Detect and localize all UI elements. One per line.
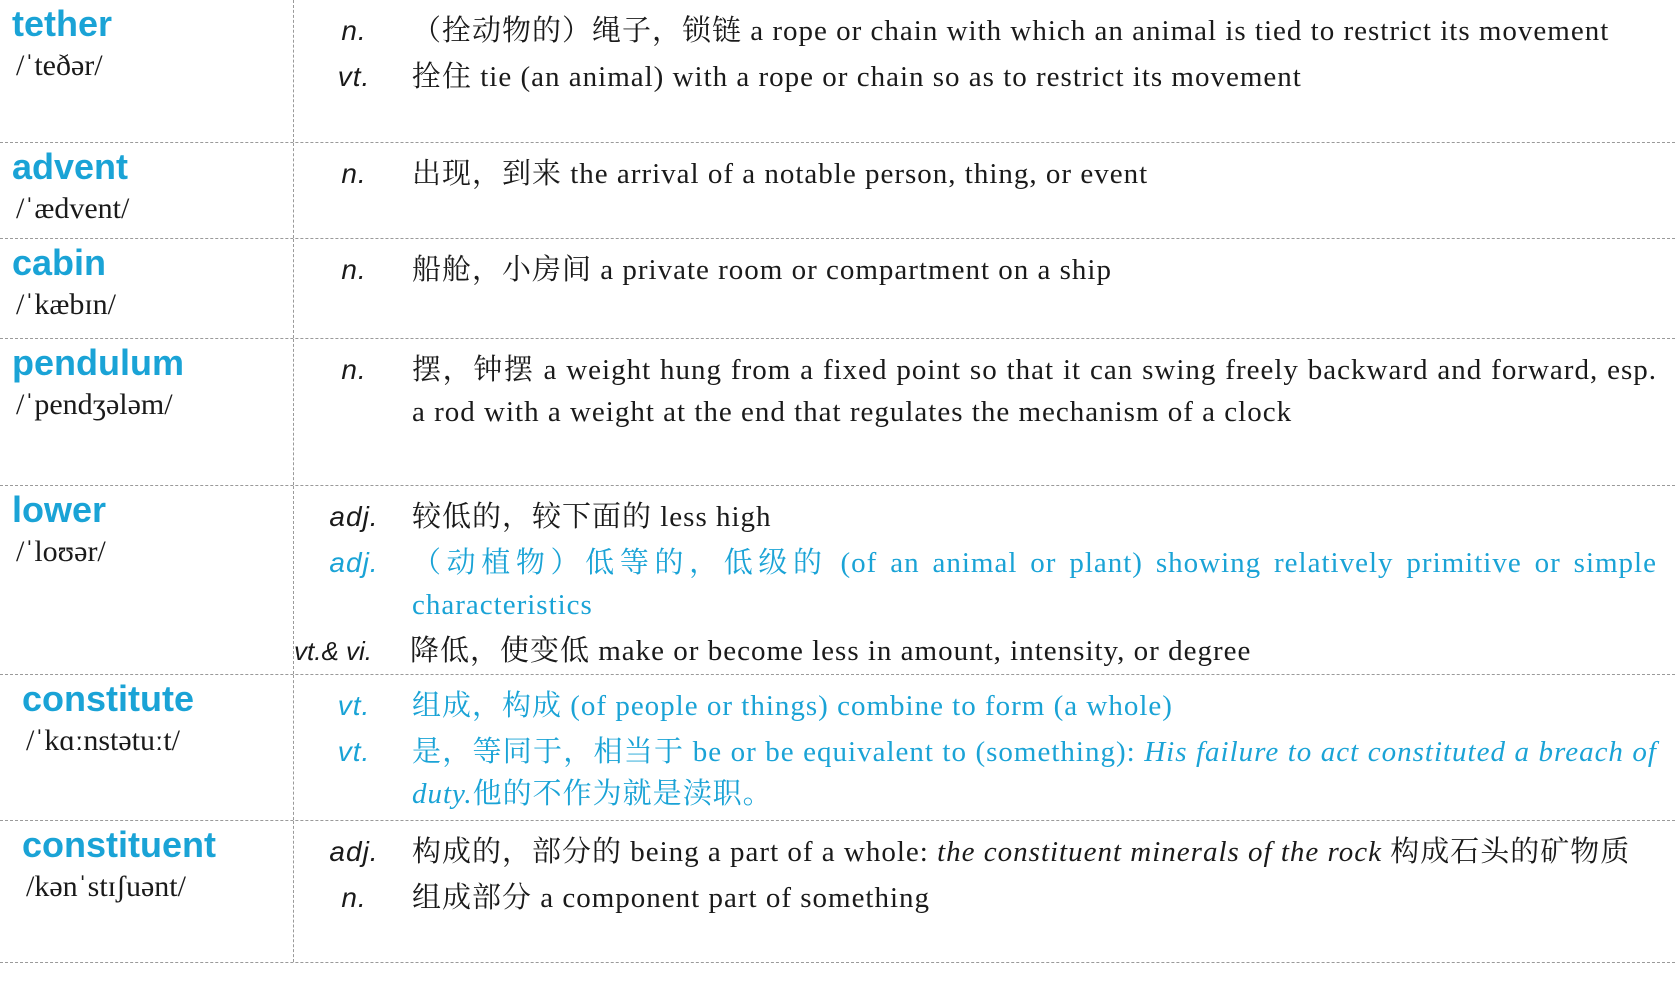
sense	[296, 153, 1675, 195]
headword: lower	[12, 489, 107, 530]
part-of-speech: adj.	[329, 836, 379, 867]
sense-list	[296, 249, 1675, 295]
sense-highlighted	[296, 542, 1675, 626]
definition-text: 构成的，部分的 being a part of a whole:	[412, 836, 938, 868]
definition: 拴住 tie (an animal) with a rope or chain so as to restrict its movement	[412, 61, 1302, 93]
sense	[296, 831, 1675, 873]
sense-list	[296, 496, 1675, 676]
entry-lower	[0, 486, 1675, 675]
part-of-speech: n.	[341, 254, 367, 285]
definition	[412, 831, 1675, 873]
entry-tether	[0, 0, 1675, 143]
headword: constitute	[22, 678, 195, 719]
headword: advent	[12, 146, 129, 187]
phonetic: /ˈpendʒələm/	[16, 388, 173, 421]
headword: constituent	[22, 824, 216, 865]
sense-list	[296, 10, 1675, 102]
definition: （拴动物的）绳子，锁链 a rope or chain with which an animal is tied to restrict its movement	[412, 15, 1610, 47]
definition: 降低，使变低 make or become less in amount, intensity, or degree	[410, 635, 1252, 667]
definition: 船舱，小房间 a private room or compartment on a ship	[412, 254, 1112, 286]
sense	[296, 496, 1675, 538]
phonetic: /ˈteðər/	[16, 49, 103, 82]
headword: pendulum	[12, 342, 184, 383]
sense	[296, 249, 1675, 291]
part-of-speech: vt.	[337, 736, 371, 767]
part-of-speech: n.	[341, 15, 367, 46]
part-of-speech: vt.& vi.	[294, 636, 373, 666]
definition: 出现，到来 the arrival of a notable person, thing, or event	[412, 158, 1149, 190]
sense	[296, 349, 1675, 433]
sense-list	[296, 349, 1675, 437]
part-of-speech: vt.	[337, 61, 371, 92]
entry-advent	[0, 143, 1675, 239]
sense-list	[296, 153, 1675, 199]
example-sentence: His failure to act constituted a breach of duty.	[412, 736, 1657, 810]
sense	[296, 56, 1675, 98]
headword: cabin	[12, 242, 107, 283]
definition: 组成部分 a component part of something	[412, 882, 931, 914]
entry-cabin	[0, 239, 1675, 339]
headword: tether	[12, 3, 113, 44]
phonetic: /ˈkɑːnstətuːt/	[26, 724, 181, 757]
part-of-speech: adj.	[329, 501, 379, 532]
phonetic: /ˈkæbɪn/	[16, 288, 117, 321]
entry-pendulum	[0, 339, 1675, 486]
phonetic: /kənˈstɪʃuənt/	[26, 870, 186, 903]
definition-text: 是，等同于，相当于 be or be equivalent to (something):	[412, 736, 1145, 768]
sense-list	[296, 685, 1675, 819]
entry-constituent	[0, 821, 1675, 963]
entry-constitute	[0, 675, 1675, 821]
example-translation: 他的不作为就是渎职。	[472, 778, 773, 810]
definition: 摆，钟摆 a weight hung from a fixed point so that it can swing freely backward and forward, esp. a rod with a weight at the end that regulates the mechanism of a clock	[412, 354, 1657, 428]
sense-highlighted	[296, 731, 1675, 815]
part-of-speech: n.	[341, 354, 367, 385]
example-sentence: the constituent minerals of the rock	[937, 836, 1382, 868]
definition: （动植物）低等的，低级的 (of an animal or plant) showing relatively primitive or simple characteristics	[412, 547, 1657, 621]
definition: 较低的，较下面的 less high	[412, 501, 772, 533]
definition: 组成，构成 (of people or things) combine to form (a whole)	[412, 690, 1173, 722]
part-of-speech: adj.	[329, 547, 379, 578]
part-of-speech: n.	[341, 158, 367, 189]
sense	[296, 630, 1675, 672]
phonetic: /ˈloʊər/	[16, 535, 106, 568]
definition	[412, 731, 1675, 815]
sense-highlighted	[296, 685, 1675, 727]
part-of-speech: n.	[341, 882, 367, 913]
sense	[296, 10, 1675, 52]
part-of-speech: vt.	[337, 690, 371, 721]
phonetic: /ˈædvent/	[16, 192, 130, 225]
sense	[296, 877, 1675, 919]
sense-list	[296, 831, 1675, 923]
example-translation: 构成石头的矿物质	[1381, 836, 1631, 868]
